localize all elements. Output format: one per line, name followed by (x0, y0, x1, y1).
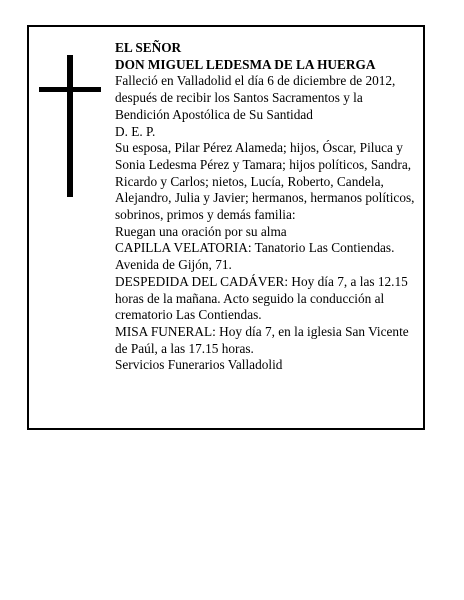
cross-vertical-bar (67, 55, 73, 197)
notice-prayer-request: Ruegan una oración por su alma (115, 223, 287, 239)
notice-text (115, 40, 420, 374)
obituary-notice (27, 25, 425, 430)
notice-family: Su esposa, Pilar Pérez Alameda; hijos, Óscar, Piluca y Sonia Ledesma Pérez y Tamara; hijos políticos, Sandra, Ricardo y Carlos; nietos, Lucía, Roberto, Candela, Alejandro, Julia y Javier; hermanos, hermanos políticos, sobrinos, primos y demás familia: (115, 140, 415, 223)
notice-deceased-name: DON MIGUEL LEDESMA DE LA HUERGA (115, 56, 376, 72)
notice-funeral-mass: MISA FUNERAL: Hoy día 7, en la iglesia San Vicente de Paúl, a las 17.15 horas. (115, 323, 409, 356)
notice-death-announcement: Falleció en Valladolid el día 6 de diciembre de 2012, después de recibir los Santos Sacramentos y la Bendición Apostólica de Su Santidad (115, 73, 396, 122)
latin-cross-icon (39, 55, 103, 197)
notice-wake-chapel: CAPILLA VELATORIA: Tanatorio Las Contiendas. Avenida de Gijón, 71. (115, 240, 395, 273)
notice-farewell: DESPEDIDA DEL CADÁVER: Hoy día 7, a las 12.15 horas de la mañana. Acto seguido la conducción al crematorio Las Contiendas. (115, 273, 408, 323)
notice-funeral-services: Servicios Funerarios Valladolid (115, 357, 283, 373)
cross-horizontal-bar (39, 87, 101, 92)
notice-rip: D. E. P. (115, 123, 156, 139)
notice-title-line1: EL SEÑOR (115, 40, 182, 55)
